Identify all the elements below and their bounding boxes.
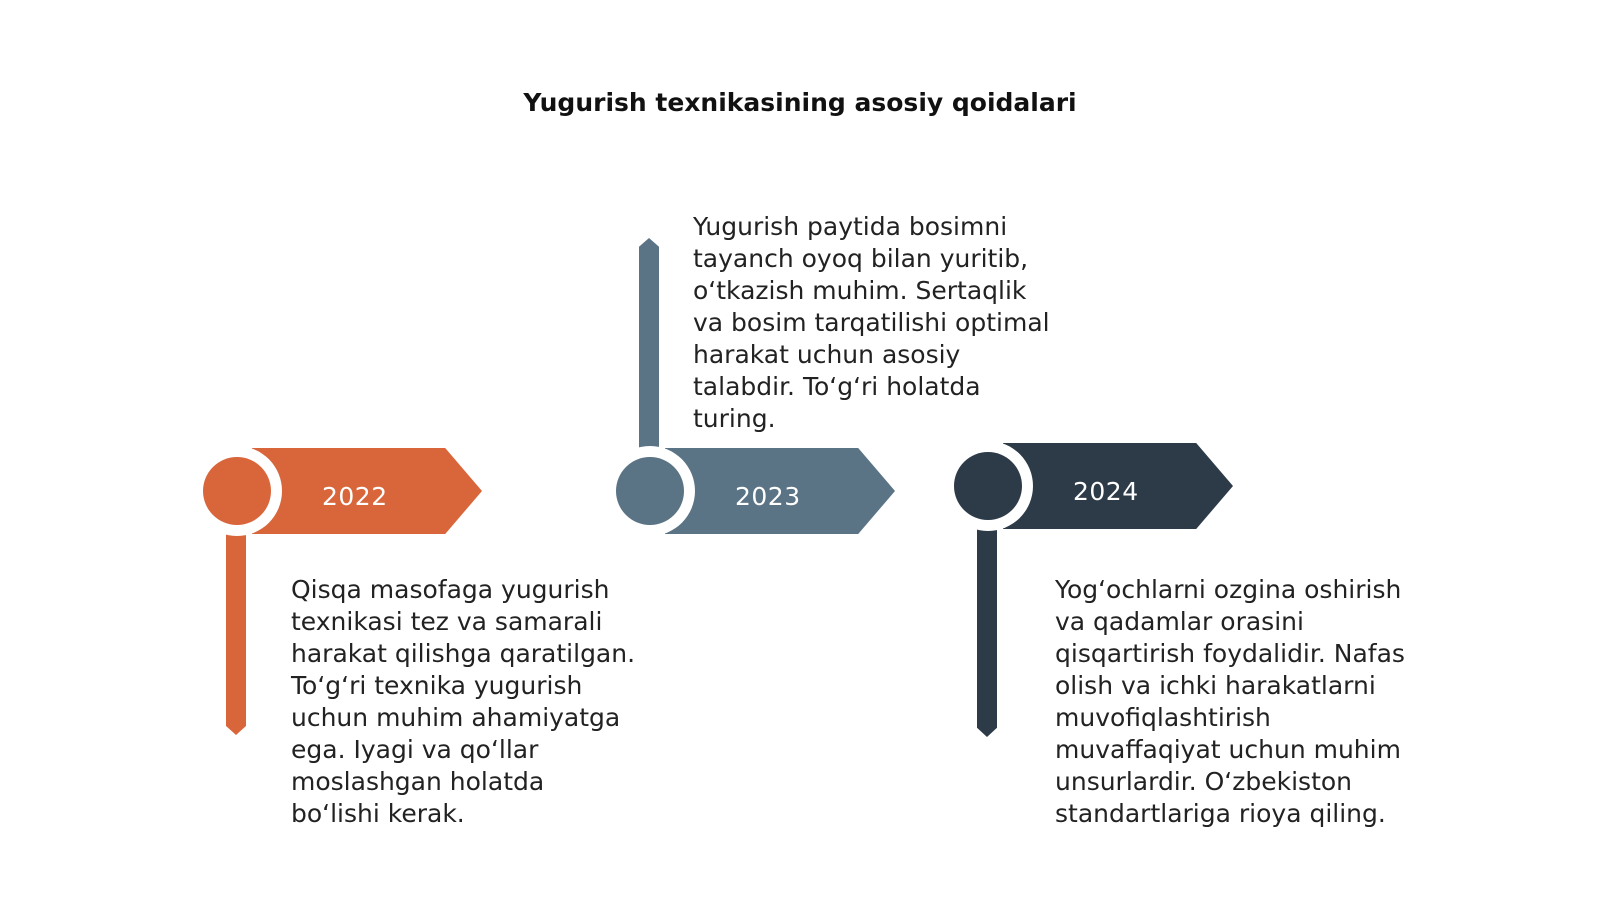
milestone-2022-stem bbox=[226, 510, 246, 735]
milestone-2024-text: Yog‘ochlarni ozgina oshirish va qadamlar orasini qisqartirish foydalidir. Nafas olish va ichki harakatlarni muvofiqlashtirish muvaffaqiyat uchun muhim unsurlardir. O‘zbekiston standartlariga rioya qiling. bbox=[1055, 575, 1405, 828]
milestone-2022-text: Qisqa masofaga yugurish texnikasi tez va samarali harakat qilishga qaratilgan. To‘g‘ri texnika yugurish uchun muhim ahamiyatga ega. Iyagi va qo‘llar moslashgan holatda bo‘lishi kerak. bbox=[291, 575, 636, 828]
milestone-2023-circle bbox=[616, 457, 684, 525]
milestone-2022-circle bbox=[203, 457, 271, 525]
milestone-2023-stem bbox=[639, 238, 659, 458]
milestone-2024-circle bbox=[954, 452, 1022, 520]
milestone-2024-stem bbox=[977, 505, 997, 737]
milestone-2024-year: 2024 bbox=[1073, 477, 1139, 506]
page-title: Yugurish texnikasining asosiy qoidalari bbox=[523, 88, 1077, 117]
milestone-2023-year: 2023 bbox=[735, 482, 801, 511]
milestone-2023-text: Yugurish paytida bosimni tayanch oyoq bilan yuritib, o‘tkazish muhim. Sertaqlik va bosim tarqatilishi optimal harakat uchun asosiy talabdir. To‘g‘ri holatda turing. bbox=[693, 212, 1050, 433]
milestone-2022-year: 2022 bbox=[322, 482, 388, 511]
